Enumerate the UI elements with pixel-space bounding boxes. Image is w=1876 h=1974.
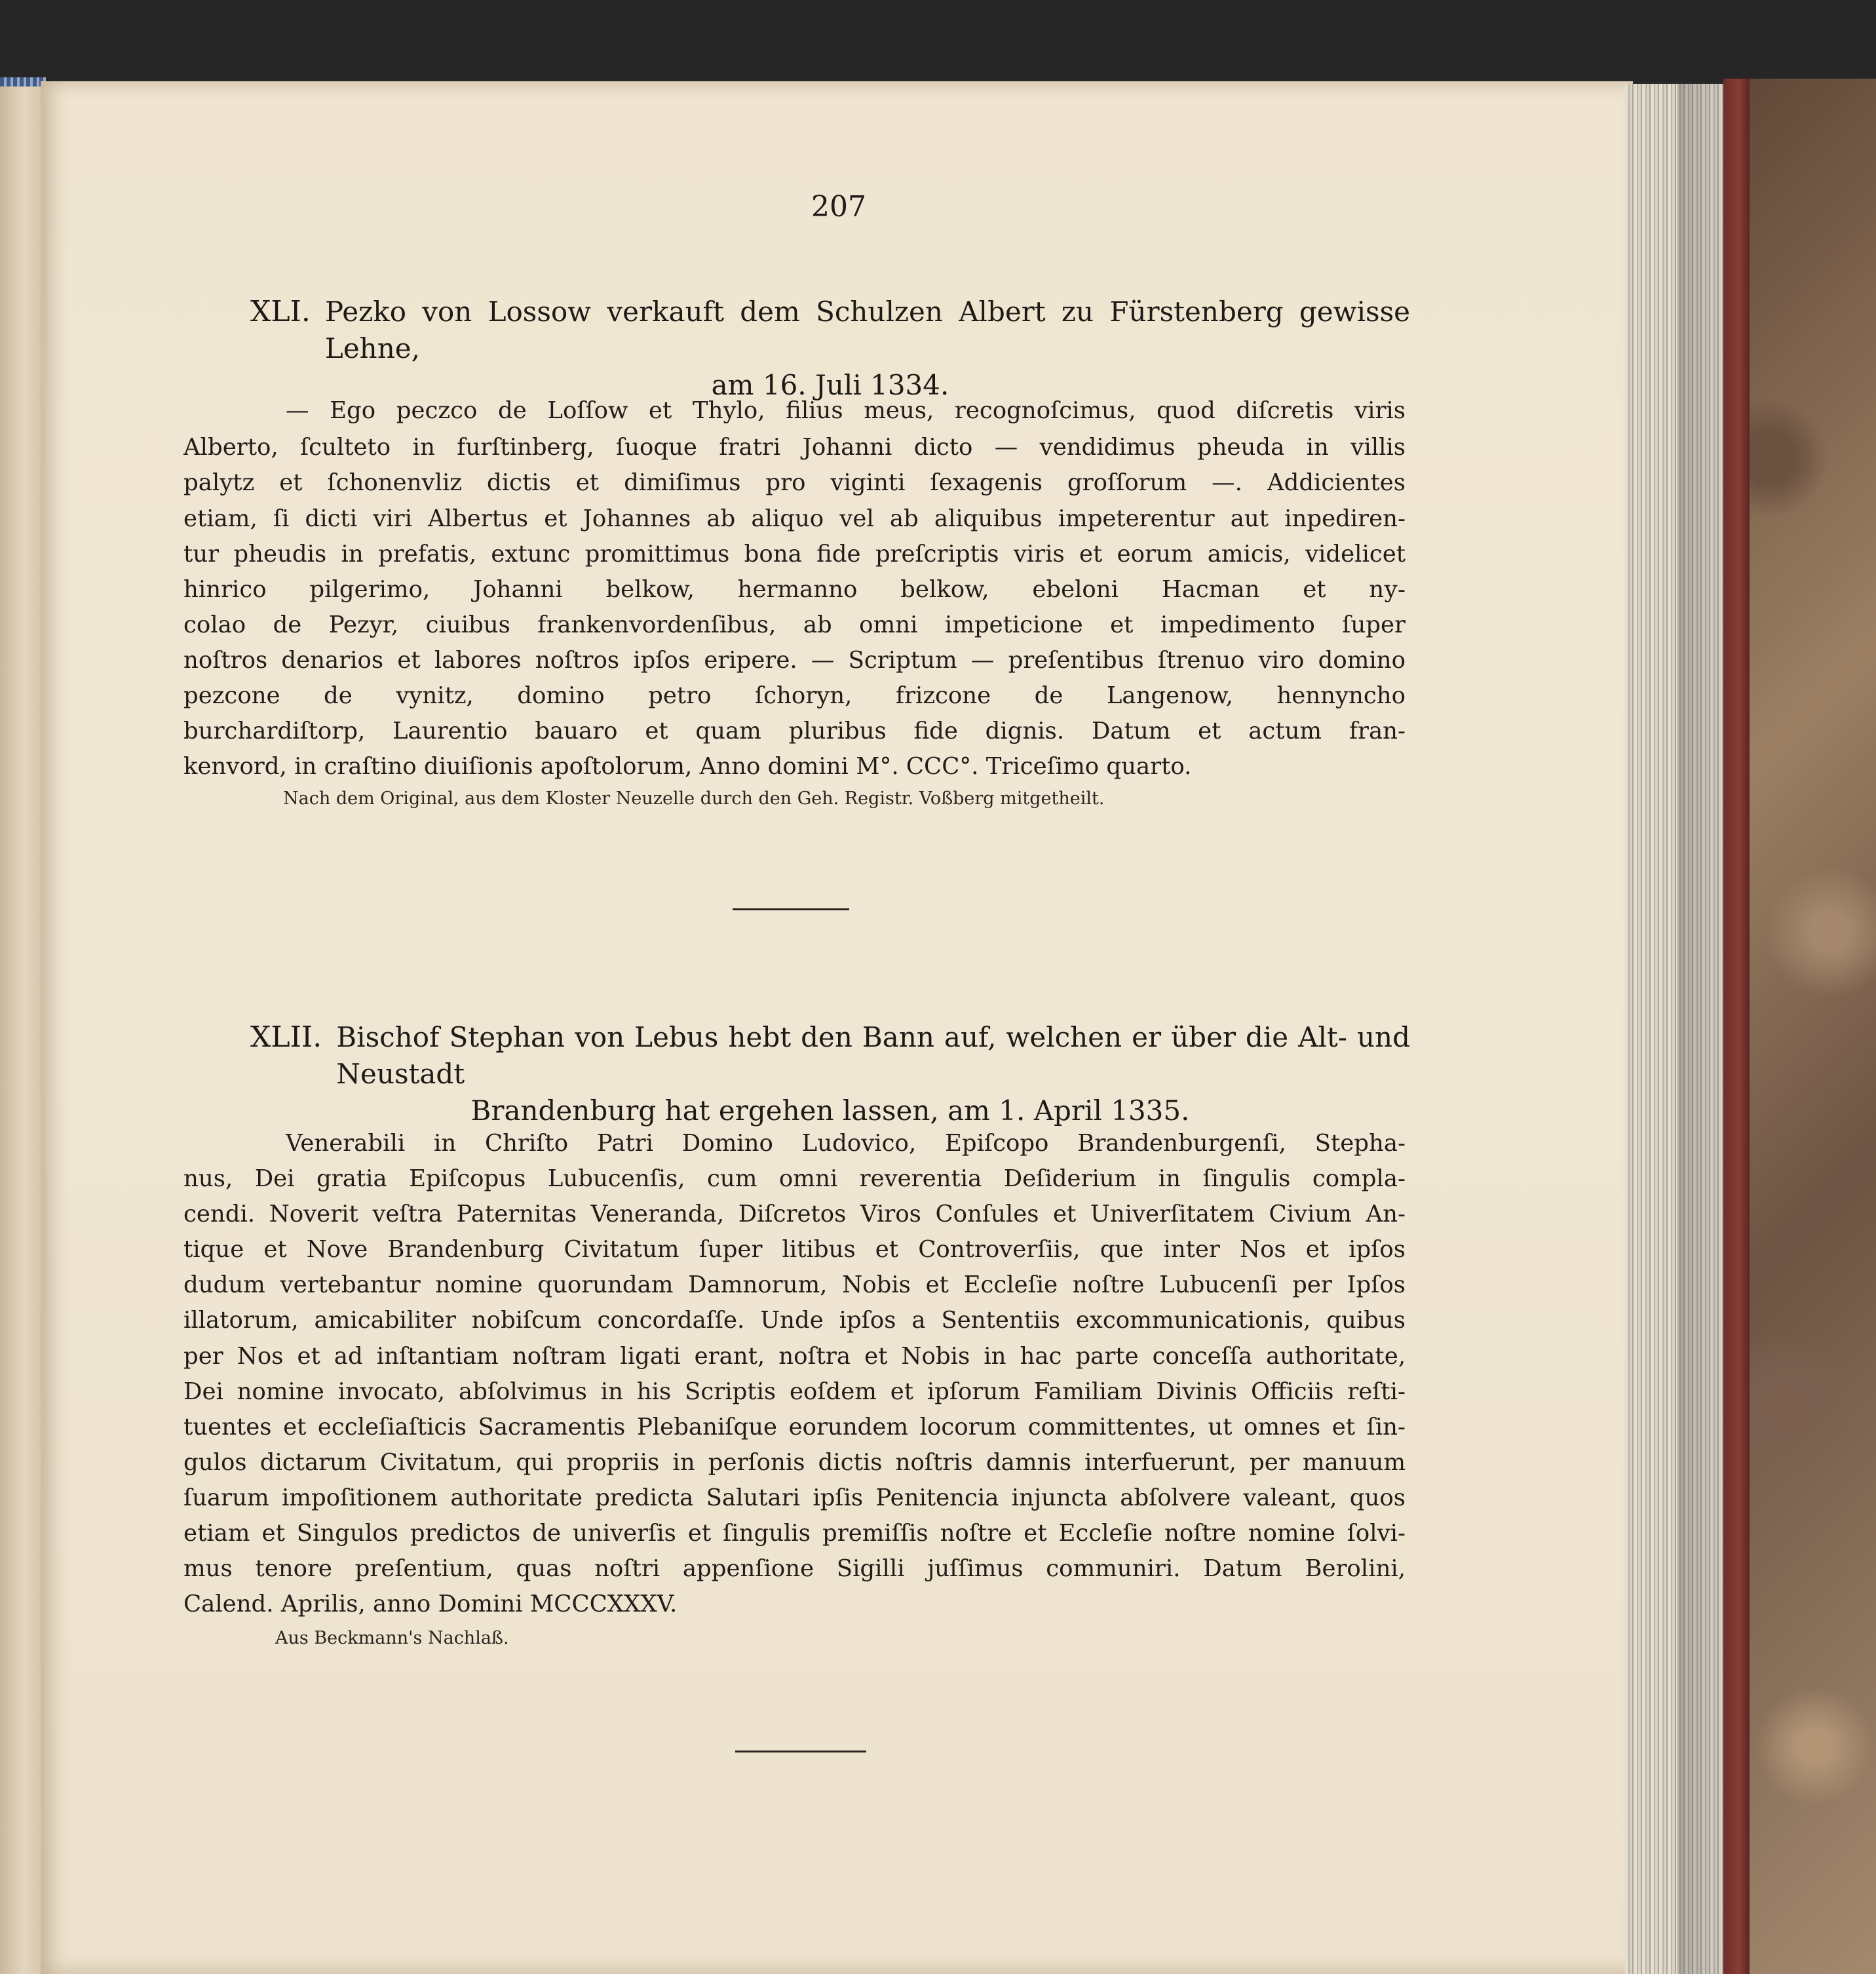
text-line: cendi. Noverit veſtra Paternitas Veneranda, Diſcretos Viros Conſules et Univerſitatem Civium An- xyxy=(183,1201,1406,1228)
text-line: illatorum, amicabiliter nobiſcum concordaſſe. Unde ipſos a Sententiis excommunicationis, quibus xyxy=(183,1307,1406,1334)
end-divider xyxy=(735,1751,866,1752)
text-line: Venerabili in Chriſto Patri Domino Ludovico, Epiſcopo Brandenburgenſi, Stepha- xyxy=(286,1130,1406,1157)
cover-leather-edge xyxy=(1723,79,1750,1974)
text-line: pezcone de vynitz, domino petro ſchoryn, frizcone de Langenow, hennyncho xyxy=(183,682,1406,709)
section-numeral: XLI. xyxy=(250,295,311,328)
text-line: nus, Dei gratia Epiſcopus Lubucenſis, cum omni reverentia Deſiderium in ſingulis compla- xyxy=(183,1165,1406,1192)
previous-page-edge xyxy=(0,77,41,1974)
text-line: colao de Pezyr, ciuibus frankenvordenſibus, ab omni impeticione et impedimento ſuper xyxy=(183,611,1406,638)
section-heading-xli xyxy=(250,294,1410,404)
text-line: hinrico pilgerimo, Johanni belkow, hermanno belkow, ebeloni Hacman et nу- xyxy=(183,576,1406,603)
text-line: ſuarum impoſitionem authoritate predicta Salutari ipſis Penitencia injuncta abſolvere valeant, quos xyxy=(183,1484,1406,1511)
text-line: tur pheudis in prefatis, extunc promittimus bona fide preſcriptis viris et eorum amicis, videlicet xyxy=(183,541,1406,568)
text-line: per Nos et ad inſtantiam noſtram ligati erant, noſtra et Nobis in hac parte conceſſa authoritate, xyxy=(183,1343,1406,1370)
background-top xyxy=(0,0,1876,82)
text-line: Dei nomine invocato, abſolvimus in his Scriptis eoſdem et ipſorum Familiam Divinis Officiis reſti- xyxy=(183,1378,1406,1405)
section-divider xyxy=(733,908,849,910)
text-line: dudum vertebantur nomine quorundam Damnorum, Nobis et Eccleſie noſtre Lubucenſi per Ipſos xyxy=(183,1271,1406,1298)
section-title-line2: Brandenburg hat ergehen lassen, am 1. April 1335. xyxy=(470,1094,1190,1127)
source-note-xli: Nach dem Original, aus dem Kloster Neuzelle durch den Geh. Registr. Voßberg mitgetheilt. xyxy=(283,788,1105,809)
text-line: etiam et Singulos predictos de univerſis et ſingulis premiſſis noſtre et Eccleſie noſtre nomine ſolvi- xyxy=(183,1520,1406,1547)
section-numeral: XLII. xyxy=(250,1020,322,1054)
page-number: 207 xyxy=(811,190,866,223)
section-title-line2: am 16. Juli 1334. xyxy=(711,369,949,401)
section-title-line1: Pezko von Lossow verkauft dem Schulzen Albert zu Fürstenberg gewisse Lehne, xyxy=(324,296,1410,364)
text-line: kenvord, in craſtino diuiſionis apoſtolorum, Anno domini M°. CCC°. Triceſimo quarto. xyxy=(183,753,1192,780)
fore-edge-shadow xyxy=(1677,84,1723,1974)
text-line: noſtros denarios et labores noſtros ipſos eripere. — Scriptum — preſentibus ſtrenuo viro domino xyxy=(183,647,1406,674)
text-line: palytz et ſchonenvliz dictis et dimiſimus pro viginti ſexagenis groſſorum —. Addicientes xyxy=(183,469,1406,496)
text-line: tuentes et eccleſiaſticis Sacramentis Plebaniſque eorundem locorum committentes, ut omnes et ſin- xyxy=(183,1414,1406,1441)
text-line: Alberto, ſculteto in furſtinberg, ſuoque fratri Johanni dicto — vendidimus pheuda in villis xyxy=(183,434,1406,461)
text-line: mus tenore preſentium, quas noſtri appenſione Sigilli juſſimus communiri. Datum Berolini, xyxy=(183,1555,1406,1582)
text-line: tique et Nove Brandenburg Civitatum ſuper litibus et Controverſiis, que inter Nos et ipſos xyxy=(183,1236,1406,1263)
section-title-line1: Bischof Stephan von Lebus hebt den Bann auf, welchen er über die Alt- und Neustadt xyxy=(336,1021,1410,1090)
previous-page-strip xyxy=(0,77,46,87)
source-note-xlii: Aus Beckmann's Nachlaß. xyxy=(275,1628,509,1648)
text-line: burchardiſtorp, Laurentio bauaro et quam pluribus fide dignis. Datum et actum fran- xyxy=(183,718,1406,745)
text-line: — Ego peczco de Loſſow et Thylo, filius meus, recognoſcimus, quod diſcretis viris xyxy=(286,397,1406,424)
text-line: gulos dictarum Civitatum, qui propriis in perſonis dictis noſtris damnis interfuerunt, per manuum xyxy=(183,1449,1406,1476)
text-line: Calend. Aprilis, anno Domini MCCCXXXV. xyxy=(183,1591,678,1617)
text-line: etiam, ſi dicti viri Albertus et Johannes ab aliquo vel ab aliquibus impeterentur aut inpediren- xyxy=(183,505,1406,532)
section-heading-xlii xyxy=(250,1019,1410,1129)
